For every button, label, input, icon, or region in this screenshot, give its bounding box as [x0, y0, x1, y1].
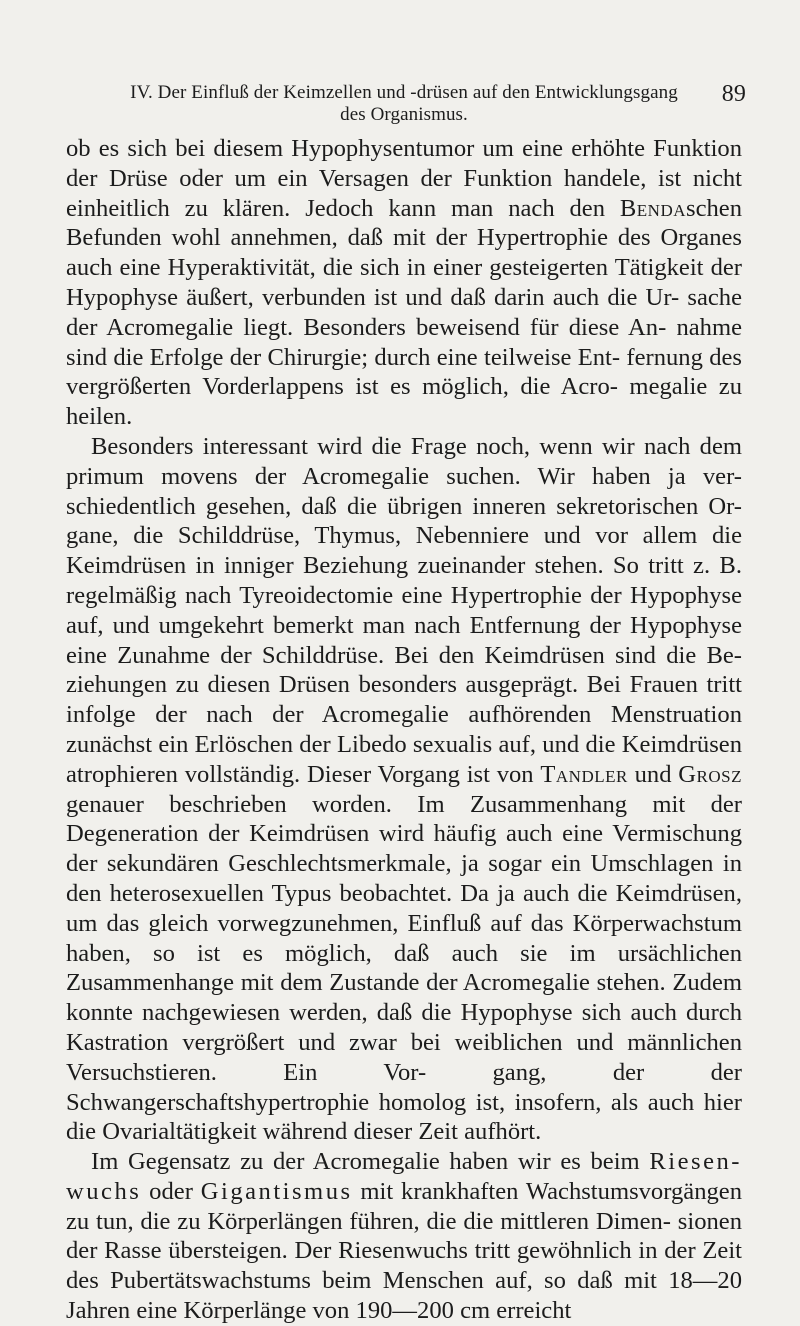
text-segment: Besonders interessant wird die Frage noch, wenn wir nach dem primum movens der Acromegalie suchen. Wir haben ja ver- schiedentlich gesehen, daß die übrigen inneren sekretorischen Or- gane, die Schilddrüse, Thymus, Nebenniere und vor allem die Keimdrüsen in inniger Beziehung zueinander stehen. So tritt z. B. regelmäßig nach Tyreoidectomie eine Hypertrophie der Hypophyse auf, und umgekehrt bemerkt man nach Entfernung der Hypophyse eine Zunahme der Schilddrüse. Bei den Keimdrüsen sind die Be- ziehungen zu diesen Drüsen besonders ausgeprägt. Bei Frauen tritt infolge der nach der Acromegalie aufhörenden Menstruation zunächst ein Erlöschen der Libedo sexualis auf, und die Keimdrüsen atrophieren vollständig. Dieser Vorgang ist von	[66, 432, 742, 788]
paragraph	[66, 1147, 742, 1326]
text-segment: oder	[141, 1177, 201, 1205]
text-segment: genauer beschrieben worden. Im Zusammenhang mit der Degeneration der Keimdrüsen wird häufig auch eine Vermischung der sekundären Geschlechtsmerkmale, ja sogar ein Umschlagen in den heterosexuellen Typus beobachtet. Da ja auch die Keimdrüsen, um das gleich vorwegzunehmen, Einfluß auf das Körperwachstum haben, so ist es möglich, daß auch sie im ursächlichen Zusammenhange mit dem Zustande der Acromegalie stehen. Zudem konnte nachgewiesen werden, daß die Hypophyse sich auch durch Kastration vergrößert und zwar bei weiblichen und männlichen Versuchstieren. Ein Vor- gang, der der Schwangerschaftshypertrophie homolog ist, insofern, als auch hier die Ovarialtätigkeit während dieser Zeit aufhört.	[66, 790, 742, 1146]
text-segment: und	[627, 760, 679, 788]
paragraph	[66, 432, 742, 1147]
body-text	[66, 134, 742, 1326]
text-segment: Im Gegensatz zu der Acromegalie haben wir es beim	[91, 1148, 650, 1176]
page	[66, 81, 746, 1326]
emphasized-term: Riesen- wuchs	[66, 1148, 742, 1205]
author-name: Tandler	[540, 760, 628, 788]
emphasized-term: Gigantismus	[200, 1177, 353, 1205]
author-name: Benda	[619, 194, 686, 222]
running-header	[66, 81, 746, 126]
header-title-line2: des Organismus.	[340, 104, 468, 125]
header-title-line1: IV. Der Einfluß der Keimzellen und -drüsen auf den Entwicklungsgang	[130, 82, 678, 103]
text-segment: schen Befunden wohl annehmen, daß mit der Hypertrophie des Organes auch eine Hyperaktivität, die sich in einer gesteigerten Tätigkeit der Hypophyse äußert, verbunden ist und daß darin auch die Ur- sache der Acromegalie liegt. Besonders beweisend für diese An- nahme sind die Erfolge der Chirurgie; durch eine teilweise Ent- fernung des vergrößerten Vorderlappens ist es möglich, die Acro- megalie zu heilen.	[66, 194, 742, 431]
author-name: Grosz	[678, 760, 742, 788]
page-number: 89	[721, 81, 746, 107]
text-segment: ob es sich bei diesem Hypophysentumor um eine erhöhte Funktion der Drüse oder um ein Versagen der Funktion handele, ist nicht einheitlich zu klären. Jedoch kann man nach den	[66, 135, 742, 222]
paragraph	[66, 134, 742, 432]
text-segment: mit krankhaften Wachstumsvorgängen zu tun, die zu Körperlängen führen, die die mittleren Dimen- sionen der Rasse übersteigen. Der Riesenwuchs tritt gewöhnlich in der Zeit des Pubertätswachstums beim Menschen auf, so daß mit 18—20 Jahren eine Körperlänge von 190—200 cm erreicht	[66, 1177, 742, 1325]
